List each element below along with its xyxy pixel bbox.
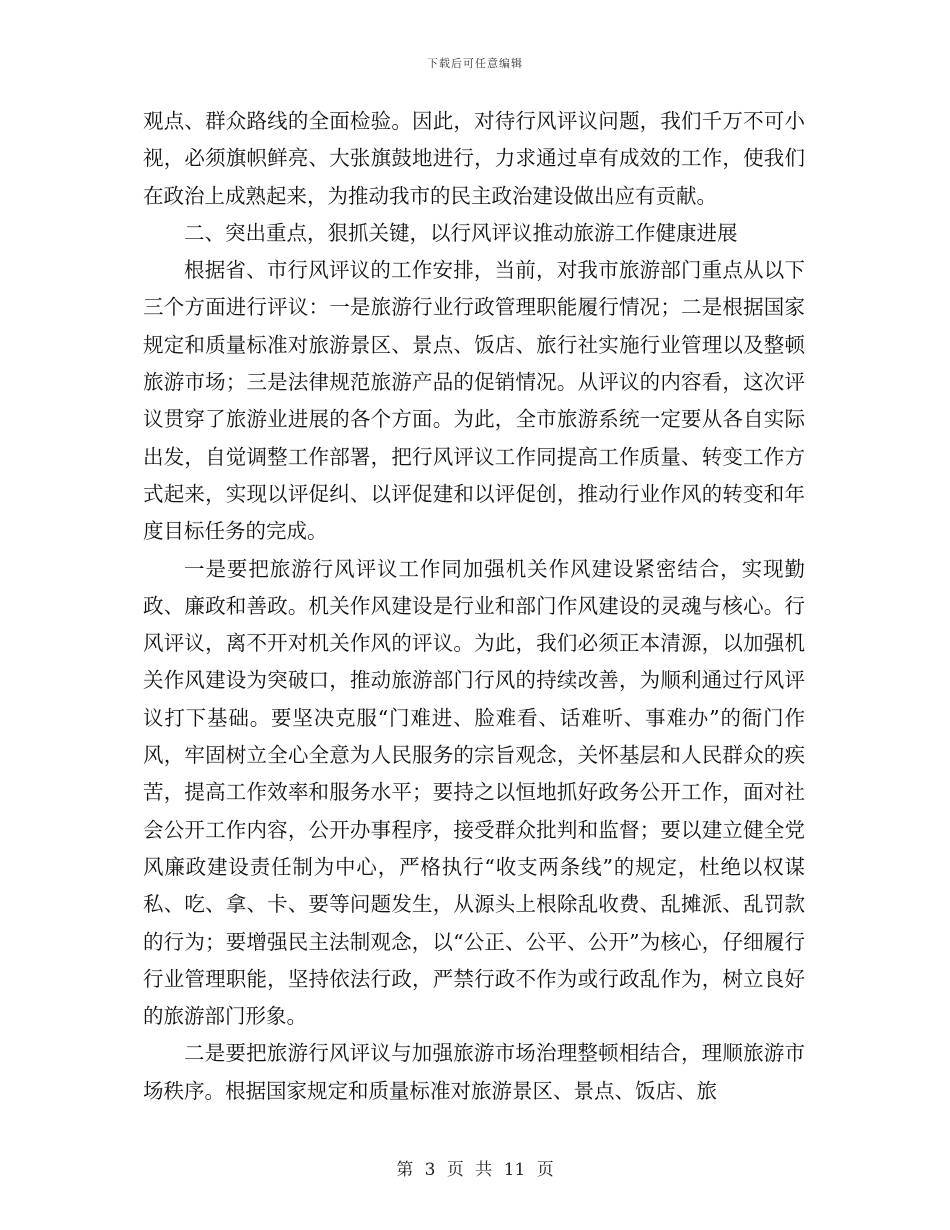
section-heading: 二、突出重点，狠抓关键，以行风评议推动旅游工作健康进展	[184, 220, 738, 245]
paragraph-continuation: 观点、群众路线的全面检验。因此，对待行风评议问题，我们千万不可小视，必须旗帜鲜亮、大张旗鼓地进行，力求通过卓有成效的工作，使我们在政治上成熟起来，为推动我市的民主政治建设做出应有贡献。	[143, 109, 805, 208]
page-header: 下载后可任意编辑	[427, 57, 523, 70]
page-number-footer: 第 3 页 共 11 页	[396, 1160, 554, 1180]
document-body	[143, 103, 805, 1110]
paragraph-second-point: 二是要把旅游行风评议与加强旅游市场治理整顿相结合，理顺旅游市场秩序。根据国家规定和质量标准对旅游景区、景点、饭店、旅	[143, 1041, 805, 1103]
paragraph-first-point: 一是要把旅游行风评议工作同加强机关作风建设紧密结合，实现勤政、廉政和善政。机关作风建设是行业和部门作风建设的灵魂与核心。行风评议，离不开对机关作风的评议。为此，我们必须正本清源，以加强机关作风建设为突破口，推动旅游部门行风的持续改善，为顺利通过行风评议打下基础。要坚决克服“门难进、脸难看、话难听、事难办”的衙门作风，牢固树立全心全意为人民服务的宗旨观念，关怀基层和人民群众的疾苦，提高工作效率和服务水平；要持之以恒地抓好政务公开工作，面对社会公开工作内容，公开办事程序，接受群众批判和监督；要以建立健全党风廉政建设责任制为中心，严格执行“收支两条线”的规定，杜绝以权谋私、吃、拿、卡、要等问题发生，从源头上根除乱收费、乱摊派、乱罚款的行为；要增强民主法制观念，以“公正、公平、公开”为核心，仔细履行行业管理职能，坚持依法行政，严禁行政不作为或行政乱作为，树立良好的旅游部门形象。	[143, 556, 805, 1029]
paragraph-evaluation-scope: 根据省、市行风评议的工作安排，当前，对我市旅游部门重点从以下三个方面进行评议：一是旅游行业行政管理职能履行情况；二是根据国家规定和质量标准对旅游景区、景点、饭店、旅行社实施行业管理以及整顿旅游市场；三是法律规范旅游产品的促销情况。从评议的内容看，这次评议贯穿了旅游业进展的各个方面。为此，全市旅游系统一定要从各自实际出发，自觉调整工作部署，把行风评议工作同提高工作质量、转变工作方式起来，实现以评促纠、以评促建和以评促创，推动行业作风的转变和年度目标任务的完成。	[143, 258, 805, 544]
